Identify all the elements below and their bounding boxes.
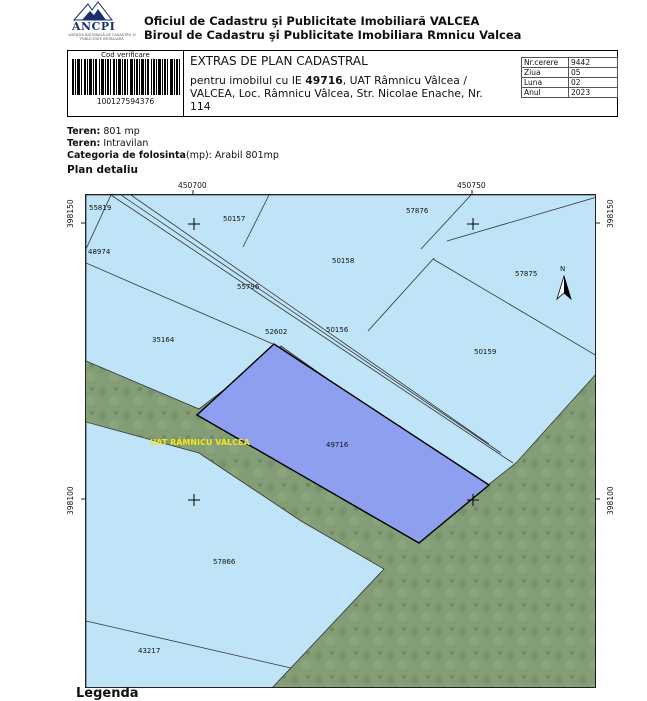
request-key: Ziua <box>522 68 569 78</box>
teren-label: Teren: <box>67 126 101 137</box>
uat-label: UAT RÂMNICU VÂLCEA <box>150 438 250 447</box>
request-value: 02 <box>569 78 618 88</box>
extract-prefix: pentru imobilul cu IE <box>190 74 306 87</box>
parcel-label: 50158 <box>332 257 355 265</box>
teren-area: 801 mp <box>103 126 140 137</box>
request-key: Luna <box>522 78 569 88</box>
parcel-label: 43217 <box>138 647 161 655</box>
x-coord-label: 450700 <box>178 181 207 190</box>
extract-title: EXTRAS DE PLAN CADASTRAL <box>190 54 368 68</box>
legend-title: Legenda <box>76 686 139 701</box>
north-label: N <box>560 265 566 273</box>
request-value: 9442 <box>569 58 618 68</box>
request-key: Anul <box>522 88 569 98</box>
categoria-unit: (mp): <box>185 150 212 161</box>
logo-text: ANCPI <box>72 20 116 33</box>
parcel-label: 50159 <box>474 348 497 356</box>
teren-label: Teren: <box>67 138 101 149</box>
barcode-number: 100127594376 <box>96 97 155 106</box>
categoria-value: Arabil 801mp <box>214 150 279 161</box>
parcel-label: 48974 <box>88 248 111 256</box>
categoria-label: Categoria de folosinta <box>67 150 186 161</box>
cadastral-map[interactable] <box>85 194 596 688</box>
plan-title: Plan detaliu <box>67 164 138 176</box>
parcel-label: 57875 <box>515 270 538 278</box>
extract-suffix: , UAT Râmnicu Vâlcea / VALCEA, Loc. Râmnicu Vâlcea, Str. Nicolae Enache, Nr. 114 <box>190 74 483 113</box>
y-coord-label: 398100 <box>606 486 615 515</box>
parcel-label: 35164 <box>152 336 175 344</box>
parcel-label: 52602 <box>265 328 288 336</box>
request-key: Nr.cerere <box>522 58 569 68</box>
y-coord-label: 398150 <box>606 199 615 228</box>
x-coord-label: 450750 <box>457 181 486 190</box>
teren-type: Intravilan <box>103 138 149 149</box>
parcel-label: 55819 <box>89 204 112 212</box>
office-line-2: Biroul de Cadastru şi Publicitate Imobiliara Rmnicu Valcea <box>144 28 522 42</box>
parcel-label: 57866 <box>213 558 236 566</box>
parcel-label: 50157 <box>223 215 246 223</box>
parcel-label: 55796 <box>237 283 260 291</box>
logo-subtitle: AGENȚIA NAȚIONALĂ DE CADASTRU ȘI PUBLICITATE IMOBILIARĂ <box>68 33 136 41</box>
y-coord-label: 398150 <box>66 199 75 228</box>
request-value: 2023 <box>569 88 618 98</box>
barcode-label: Cod verificare <box>101 51 150 59</box>
office-line-1: Oficiul de Cadastru şi Publicitate Imobiliară VALCEA <box>144 14 480 28</box>
parcel-label: 57876 <box>406 207 429 215</box>
ie-number: 49716 <box>305 74 343 87</box>
parcel-label-49716: 49716 <box>326 441 349 449</box>
request-value: 05 <box>569 68 618 78</box>
parcel-label: 50156 <box>326 326 349 334</box>
y-coord-label: 398100 <box>66 486 75 515</box>
